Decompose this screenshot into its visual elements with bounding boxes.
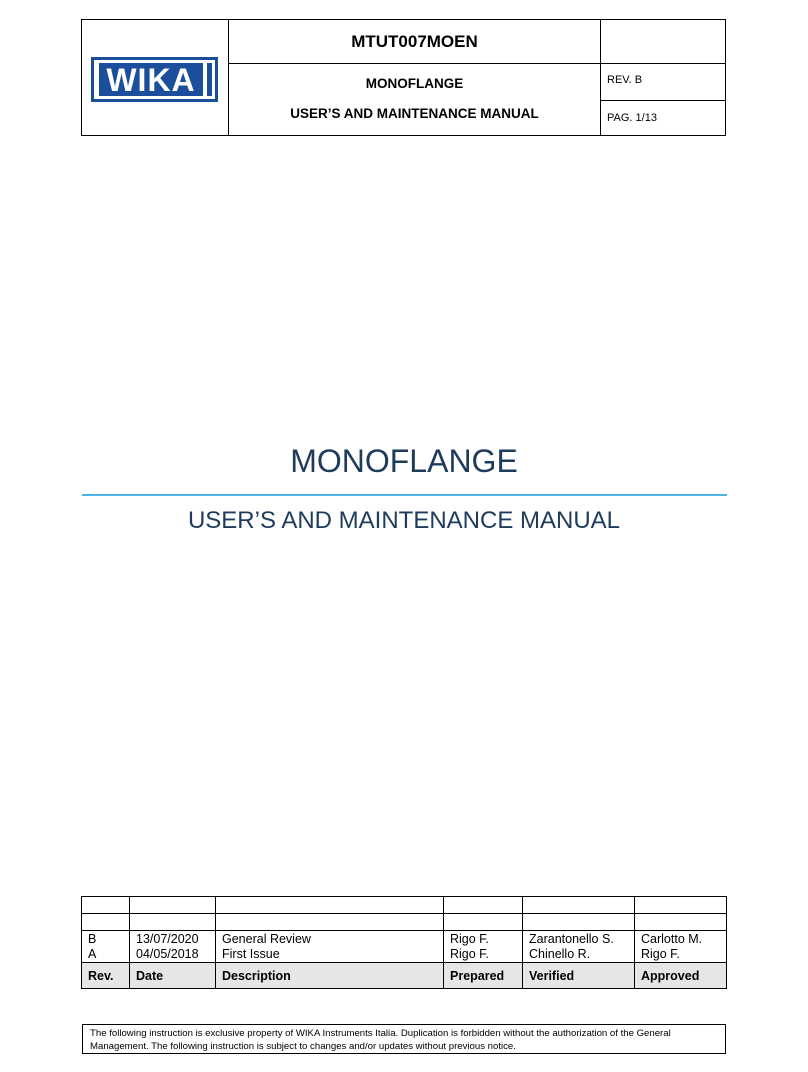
title-divider — [82, 494, 727, 496]
column-header: Date — [130, 963, 216, 989]
table-row — [82, 897, 727, 914]
wika-logo-icon — [91, 57, 218, 102]
rev-cell: A — [82, 947, 130, 963]
cover-subtitle: USER’S AND MAINTENANCE MANUAL — [187, 507, 621, 534]
verified-cell: Zarantonello S. — [523, 931, 635, 947]
document-header — [81, 19, 726, 136]
description-cell: First Issue — [216, 947, 444, 963]
document-code: MTUT007MOEN — [351, 31, 478, 51]
column-header: Prepared — [444, 963, 523, 989]
header-title: MONOFLANGE — [365, 76, 464, 91]
header-divider — [600, 20, 601, 135]
revision-label: REV. B — [607, 74, 643, 86]
header-subtitle: USER’S AND MAINTENANCE MANUAL — [290, 106, 539, 121]
approved-cell: Carlotto M. — [635, 931, 727, 947]
wika-logo — [91, 57, 218, 102]
logo-text: WIKA — [106, 62, 196, 98]
verified-cell: Chinello R. — [523, 947, 635, 963]
column-header: Rev. — [82, 963, 130, 989]
rev-cell: B — [82, 931, 130, 947]
prepared-cell: Rigo F. — [444, 931, 523, 947]
date-cell: 04/05/2018 — [130, 947, 216, 963]
description-cell: General Review — [216, 931, 444, 947]
approved-cell: Rigo F. — [635, 947, 727, 963]
table-row — [82, 914, 727, 931]
table-header-row — [82, 963, 727, 989]
prepared-cell: Rigo F. — [444, 947, 523, 963]
column-header: Description — [216, 963, 444, 989]
table-row — [82, 947, 727, 963]
date-cell: 13/07/2020 — [130, 931, 216, 947]
header-divider — [228, 63, 725, 64]
revision-table — [81, 896, 727, 989]
column-header: Approved — [635, 963, 727, 989]
column-header: Verified — [523, 963, 635, 989]
table-row — [82, 931, 727, 947]
header-divider — [600, 100, 725, 101]
property-notice: The following instruction is exclusive property of WIKA Instruments Italia. Duplication is forbidden without the authorization of the General Management. The following instruction is subject to changes and/or updates without previous notice. — [82, 1024, 726, 1054]
page-label: PAG. 1/13 — [607, 112, 657, 124]
cover-title: MONOFLANGE — [290, 443, 518, 479]
